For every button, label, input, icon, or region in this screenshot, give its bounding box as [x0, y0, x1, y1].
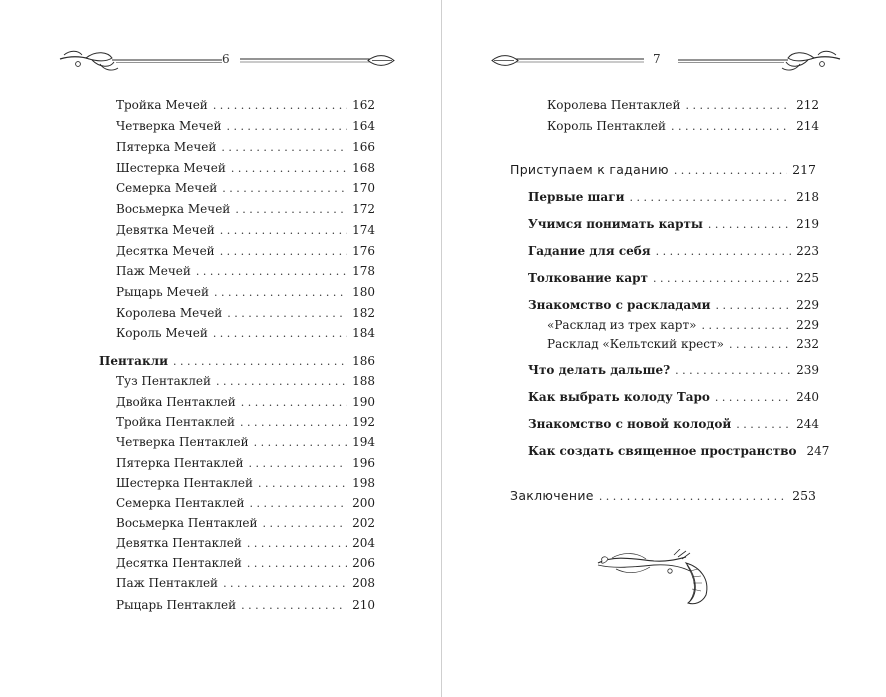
toc-entry-title: Рыцарь Мечей — [116, 285, 209, 299]
toc-entry-title: Как выбрать колоду Таро — [528, 390, 710, 404]
toc-entry-title: Первые шаги — [528, 190, 625, 204]
dot-leader — [220, 244, 347, 260]
dot-leader — [736, 417, 791, 433]
toc-entry — [116, 305, 375, 322]
toc-entry-page: 162 — [352, 98, 375, 112]
dot-leader — [262, 516, 347, 532]
toc-entry-page: 202 — [352, 516, 375, 530]
toc-entry-page: 225 — [796, 271, 819, 285]
toc-entry-title: Паж Мечей — [116, 264, 191, 278]
toc-entry — [510, 162, 816, 179]
toc-entry-title: Пятерка Мечей — [116, 140, 217, 154]
toc-entry-page: 196 — [352, 456, 375, 470]
toc-entry — [116, 180, 375, 197]
toc-entry-page: 190 — [352, 395, 375, 409]
toc-entry — [116, 284, 375, 301]
toc-entry — [116, 535, 375, 552]
toc-entry — [116, 139, 375, 156]
toc-entry-page: 232 — [796, 337, 819, 351]
toc-entry-page: 210 — [352, 598, 375, 612]
toc-entry-page: 166 — [352, 140, 375, 154]
dot-leader — [173, 354, 347, 370]
toc-entry — [116, 160, 375, 177]
toc-entry-title: Королева Пентаклей — [547, 98, 681, 112]
toc-entry-title: Король Мечей — [116, 326, 208, 340]
toc-entry-page: 192 — [352, 415, 375, 429]
dot-leader — [674, 163, 787, 179]
toc-entry-title: Как создать священное пространство — [528, 444, 797, 458]
toc-entry-title: Десятка Пентаклей — [116, 556, 242, 570]
toc-entry — [116, 118, 375, 135]
toc-entry-page: 176 — [352, 244, 375, 258]
toc-entry-title: Гадание для себя — [528, 244, 651, 258]
dot-leader — [241, 598, 347, 614]
dot-leader — [685, 98, 791, 114]
toc-entry — [547, 118, 819, 135]
dot-leader — [240, 415, 347, 431]
toc-entry-page: 240 — [796, 390, 819, 404]
dot-leader — [235, 202, 347, 218]
toc-entry — [99, 353, 375, 370]
dot-leader — [241, 395, 347, 411]
toc-entry — [116, 434, 375, 451]
page-number-right: 7 — [653, 52, 661, 66]
toc-entry — [116, 97, 375, 114]
toc-entry-title: Заключение — [510, 488, 594, 503]
toc-entry-page: 198 — [352, 476, 375, 490]
toc-entry-title: Учимся понимать карты — [528, 217, 703, 231]
dot-leader — [213, 326, 347, 342]
toc-entry-page: 184 — [352, 326, 375, 340]
toc-entry-page: 244 — [796, 417, 819, 431]
toc-entry-title: Тройка Пентаклей — [116, 415, 235, 429]
toc-entry-page: 180 — [352, 285, 375, 299]
toc-entry-title: Двойка Пентаклей — [116, 395, 236, 409]
toc-entry-page: 200 — [352, 496, 375, 510]
toc-entry-title: Десятка Мечей — [116, 244, 215, 258]
toc-entry-page: 204 — [352, 536, 375, 550]
dot-leader — [249, 496, 347, 512]
dot-leader — [258, 476, 347, 492]
toc-entry-page: 194 — [352, 435, 375, 449]
toc-entry — [116, 325, 375, 342]
dot-leader — [223, 576, 347, 592]
toc-entry-page: 229 — [796, 298, 819, 312]
toc-entry — [510, 488, 816, 505]
dot-leader — [216, 374, 347, 390]
toc-entry-page: 247 — [806, 444, 830, 458]
dot-leader — [629, 190, 791, 206]
toc-entry-title: Девятка Пентаклей — [116, 536, 242, 550]
toc-entry-title: Шестерка Пентаклей — [116, 476, 253, 490]
toc-entry-title: Рыцарь Пентаклей — [116, 598, 237, 612]
dot-leader — [247, 536, 347, 552]
toc-entry-title: Четверка Мечей — [116, 119, 222, 133]
toc-entry-title: Восьмерка Пентаклей — [116, 516, 258, 530]
dot-leader — [671, 119, 791, 135]
dot-leader — [656, 244, 791, 260]
dot-leader — [227, 306, 347, 322]
dot-leader — [221, 140, 347, 156]
toc-entry — [116, 414, 375, 431]
toc-entry-page: 223 — [796, 244, 819, 258]
dot-leader — [708, 217, 791, 233]
toc-entry-title: Восьмерка Мечей — [116, 202, 231, 216]
toc-entry — [116, 222, 375, 239]
toc-entry-page: 164 — [352, 119, 375, 133]
toc-entry — [116, 243, 375, 260]
toc-entry — [116, 597, 375, 614]
toc-entry-page: 168 — [352, 161, 375, 175]
toc-entry-title: Семерка Пентаклей — [116, 496, 245, 510]
dot-leader — [222, 181, 347, 197]
toc-entry-title: Что делать дальше? — [528, 363, 671, 377]
toc-entry-title: Толкование карт — [528, 271, 648, 285]
toc-entry-page: 212 — [796, 98, 819, 112]
toc-entry-page: 217 — [792, 162, 816, 177]
toc-entry — [116, 373, 375, 390]
toc-entry-page: 219 — [796, 217, 819, 231]
dot-leader — [220, 223, 347, 239]
left-page — [0, 0, 441, 697]
toc-entry — [116, 515, 375, 532]
toc-entry-page: 208 — [352, 576, 375, 590]
toc-entry-title: Приступаем к гаданию — [510, 162, 669, 177]
dot-leader — [249, 456, 348, 472]
toc-entry-page: 186 — [352, 354, 375, 368]
toc-entry-title: Расклад «Кельтский крест» — [547, 337, 724, 351]
toc-entry-title: Паж Пентаклей — [116, 576, 219, 590]
dot-leader — [247, 556, 347, 572]
dot-leader — [653, 271, 791, 287]
toc-entry-page: 174 — [352, 223, 375, 237]
toc-entry-title: Тройка Мечей — [116, 98, 208, 112]
left-toc-list — [0, 0, 441, 697]
toc-entry-page: 206 — [352, 556, 375, 570]
toc-entry-title: Девятка Мечей — [116, 223, 215, 237]
page-number-left: 6 — [222, 52, 230, 66]
dot-leader — [599, 489, 787, 505]
dot-leader — [716, 298, 792, 314]
toc-entry-page: 253 — [792, 488, 816, 503]
toc-entry-page: 188 — [352, 374, 375, 388]
toc-entry-page: 172 — [352, 202, 375, 216]
toc-entry — [528, 189, 819, 206]
toc-entry — [528, 362, 819, 379]
toc-entry-title: Шестерка Мечей — [116, 161, 226, 175]
toc-entry-title: Четверка Пентаклей — [116, 435, 249, 449]
toc-entry — [116, 495, 375, 512]
toc-entry-page: 214 — [796, 119, 819, 133]
toc-entry-page: 178 — [352, 264, 375, 278]
toc-entry — [547, 336, 819, 353]
dot-leader — [231, 161, 347, 177]
toc-entry-page: 239 — [796, 363, 819, 377]
toc-entry-title: Знакомство с новой колодой — [528, 417, 732, 431]
toc-entry-title: Знакомство с раскладами — [528, 298, 711, 312]
dot-leader — [729, 337, 791, 353]
toc-entry — [116, 475, 375, 492]
toc-entry — [528, 270, 819, 287]
toc-entry-page: 229 — [796, 318, 819, 332]
toc-entry — [528, 389, 819, 406]
toc-entry — [116, 555, 375, 572]
toc-entry — [547, 317, 819, 334]
toc-entry — [116, 575, 375, 592]
toc-entry-title: Пентакли — [99, 354, 168, 368]
dot-leader — [196, 264, 347, 280]
toc-entry — [528, 216, 819, 233]
toc-entry — [116, 394, 375, 411]
toc-entry — [528, 416, 819, 433]
toc-entry-title: Туз Пентаклей — [116, 374, 212, 388]
toc-entry-page: 170 — [352, 181, 375, 195]
dot-leader — [254, 435, 347, 451]
toc-entry-page: 218 — [796, 190, 819, 204]
toc-entry-page: 182 — [352, 306, 375, 320]
toc-entry — [547, 97, 819, 114]
toc-entry — [116, 263, 375, 280]
toc-entry-title: Королева Мечей — [116, 306, 223, 320]
dot-leader — [715, 390, 791, 406]
feather-flourish-icon — [594, 549, 724, 609]
dot-leader — [675, 363, 791, 379]
dot-leader — [214, 285, 347, 301]
toc-entry-title: «Расклад из трех карт» — [547, 318, 697, 332]
right-page — [442, 0, 886, 697]
toc-entry-title: Пятерка Пентаклей — [116, 456, 244, 470]
dot-leader — [226, 119, 347, 135]
toc-entry-title: Король Пентаклей — [547, 119, 666, 133]
toc-entry — [528, 443, 830, 460]
toc-entry — [116, 455, 375, 472]
toc-entry-title: Семерка Мечей — [116, 181, 218, 195]
toc-entry — [528, 297, 819, 314]
dot-leader — [213, 98, 347, 114]
toc-entry — [528, 243, 819, 260]
dot-leader — [701, 318, 791, 334]
toc-entry — [116, 201, 375, 218]
